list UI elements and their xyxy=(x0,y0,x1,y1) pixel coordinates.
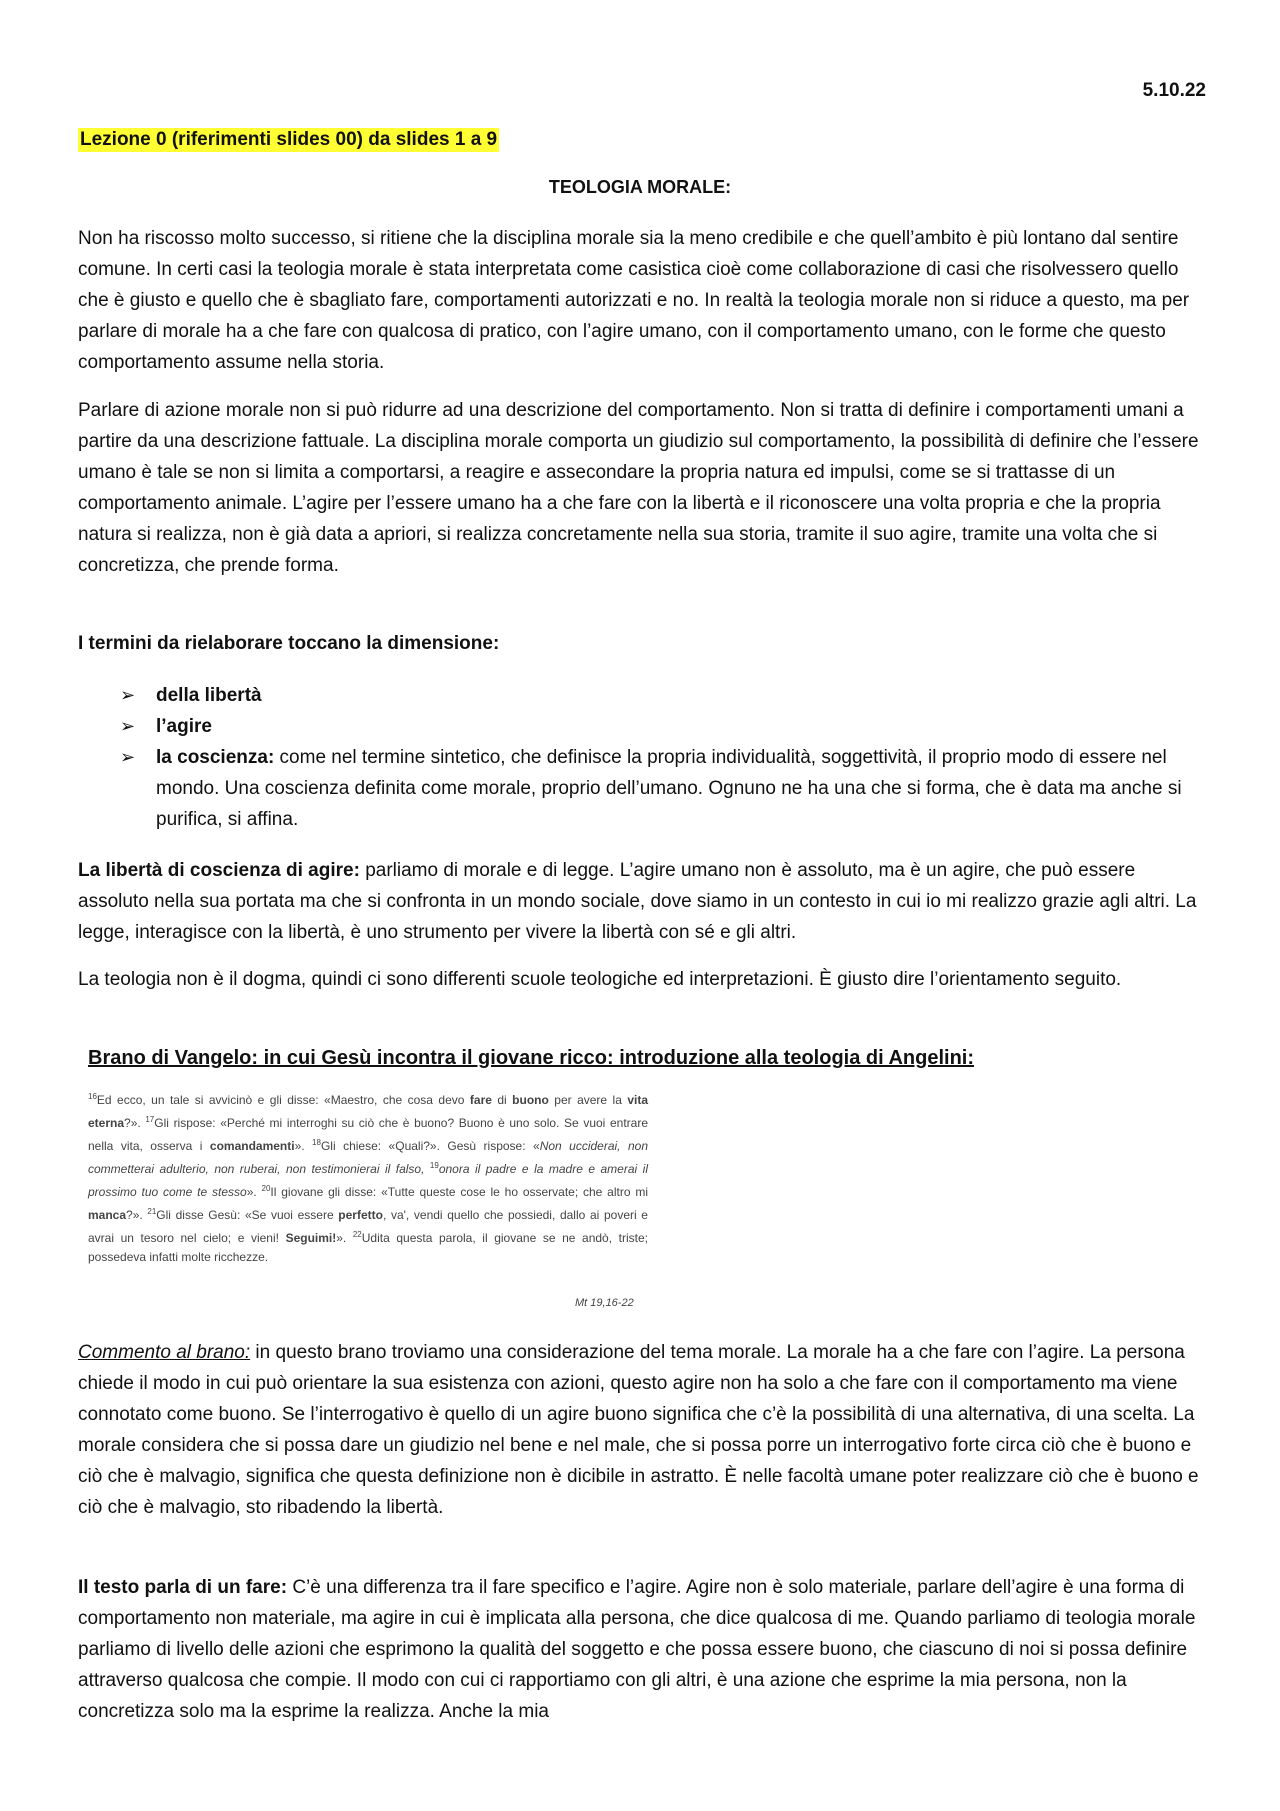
verse-emphasis: fare xyxy=(469,1093,492,1107)
arrow-bullet-icon: ➢ xyxy=(120,747,136,767)
paragraph-text: parliamo di morale e di legge. L’agire umano non è assoluto, ma è un agire, che può essere assoluto nella sua portata ma che si confronta in un mondo sociale, dove siamo in un contesto in cui io mi realizzo grazie agli altri. La legge, interagisce con la libertà, è uno strumento per vivere la libertà con sé e gli altri. xyxy=(78,860,1197,943)
verse-text: Gli rispose: «Perché mi interroghi su ciò che è buono? Buono è uno solo. Se vuoi entrare nella vita, osserva i xyxy=(88,1116,649,1153)
verse-text: Ed ecco, un tale si avvicinò e gli disse: «Maestro, che cosa devo xyxy=(96,1093,470,1107)
verse-emphasis: vita eterna xyxy=(88,1093,649,1130)
verse-text: Il giovane gli disse: «Tutte queste cose le ho osservate; che altro mi xyxy=(270,1185,649,1199)
verse-text: ». xyxy=(246,1185,262,1199)
verse-text: Gli chiese: «Quali?». Gesù rispose: « xyxy=(320,1139,540,1153)
verse-number: 20 xyxy=(261,1184,271,1193)
verse-text: Gli disse Gesù: «Se vuoi essere xyxy=(156,1208,339,1222)
gospel-passage-image xyxy=(88,1087,648,1267)
terms-list xyxy=(78,680,1206,835)
document-date: 5.10.22 xyxy=(1142,80,1206,101)
verse-italic: onora il padre e la madre e amerai il prossimo tuo come te stesso xyxy=(88,1162,648,1199)
list-item xyxy=(78,680,1206,711)
verse-number: 21 xyxy=(147,1207,157,1216)
paragraph-lead: Commento al brano: xyxy=(78,1342,251,1363)
verse-text: , va', vendi quello che possiedi, dallo ai poveri e avrai un tesoro nel cielo; e vieni! xyxy=(88,1208,648,1245)
paragraph-commento xyxy=(78,1337,1206,1523)
terms-heading: I termini da rielaborare toccano la dimensione: xyxy=(78,633,500,654)
arrow-bullet-icon: ➢ xyxy=(120,685,136,705)
paragraph-text: in questo brano troviamo una considerazione del tema morale. La morale ha a che fare con l’agire. La persona chiede il modo in cui può orientare la sua esistenza con azioni, questo agire non ha solo a che fare con il comportamento ma viene connotato come buono. Se l’interrogativo è quello di un agire buono significa che c’è la possibilità di una alternativa, di una scelta. La morale considera che si possa dare un giudizio nel bene e nel male, che si possa porre un interrogativo forte circa ciò che è buono e ciò che è malvagio, significa che questa definizione non è dicibile in astratto. È nelle facoltà umane poter realizzare ciò che è buono e ciò che è malvagio, sto ribadendo la libertà. xyxy=(78,1342,1199,1518)
paragraph-fare xyxy=(78,1572,1206,1727)
verse-text: di xyxy=(491,1093,513,1107)
paragraph-azione-morale: Parlare di azione morale non si può ridurre ad una descrizione del comportamento. Non si tratta di definire i comportamenti umani a partire da una descrizione fattuale. La disciplina morale comporta un giudizio sul comportamento, la possibilità di definire che l’essere umano è tale se non si limita a comportarsi, a reagire e assecondare la propria natura ed impulsi, come se si trattasse di un comportamento animale. L’agire per l’essere umano ha a che fare con la libertà e il riconoscere una volta propria e che la propria natura si realizza, non è già data a apriori, si realizza concretamente nella sua storia, tramite il suo agire, tramite una volta che si concretizza, che prende forma. xyxy=(78,400,1199,576)
list-item xyxy=(78,711,1206,742)
page-title: TEOLOGIA MORALE: xyxy=(548,177,732,197)
paragraph-lead: La libertà di coscienza di agire: xyxy=(78,860,360,881)
paragraph-teologia-dogma: La teologia non è il dogma, quindi ci sono differenti scuole teologiche ed interpretazioni. È giusto dire l’orientamento seguito. xyxy=(78,969,1122,990)
paragraph-liberta-coscienza xyxy=(78,855,1206,948)
paragraph-lead: Il testo parla di un fare: xyxy=(78,1577,288,1598)
verse-text: ?». xyxy=(126,1208,148,1222)
verse-emphasis: manca xyxy=(88,1208,127,1222)
verse-emphasis: perfetto xyxy=(338,1208,383,1222)
gospel-heading: Brano di Vangelo: in cui Gesù incontra il giovane ricco: introduzione alla teologia di Angelini: xyxy=(88,1047,975,1069)
verse-number: 22 xyxy=(352,1230,362,1239)
paragraph-text: C’è una differenza tra il fare specifico e l’agire. Agire non è solo materiale, parlare dell’agire è una forma di comportamento non materiale, ma agire in cui è implicata alla persona, che dice qualcosa di me. Quando parliamo di teologia morale parliamo di livello delle azioni che esprimono la qualità del soggetto e che possa essere buono, che ciascuno di noi si possa definire attraverso qualcosa che compie. Il modo con cui ci rapportiamo con gli altri, è una azione che esprime la mia persona, non la concretizza solo ma la esprime la realizza. Anche la mia xyxy=(78,1577,1196,1722)
term-label: l’agire xyxy=(156,716,212,737)
verse-number: 17 xyxy=(145,1115,155,1124)
verse-number: 16 xyxy=(88,1092,97,1101)
verse-text: ». xyxy=(336,1231,353,1245)
verse-number: 18 xyxy=(312,1138,321,1147)
lesson-heading: Lezione 0 (riferimenti slides 00) da slides 1 a 9 xyxy=(80,129,498,150)
term-label: della libertà xyxy=(156,685,262,706)
verse-italic: Non ucciderai, non commetterai adulterio, non ruberai, non testimonierai il falso, xyxy=(88,1139,648,1176)
verse-text: ?». xyxy=(124,1116,146,1130)
verse-emphasis: buono xyxy=(512,1093,549,1107)
term-label: la coscienza: xyxy=(156,747,275,768)
verse-emphasis: comandamenti xyxy=(209,1139,295,1153)
list-item xyxy=(78,742,1206,835)
verse-text: per avere la xyxy=(548,1093,628,1107)
verse-number: 19 xyxy=(429,1161,439,1170)
verse-text: Udita questa parola, il giovane se ne andò, triste; possedeva infatti molte ricchezze. xyxy=(88,1231,648,1264)
term-text: come nel termine sintetico, che definisce la propria individualità, soggettività, il proprio modo di essere nel mondo. Una coscienza definita come morale, proprio dell’umano. Ognuno ne ha una che si forma, che è data ma anche si purifica, si affina. xyxy=(156,747,1182,830)
verse-emphasis: Seguimi! xyxy=(285,1231,337,1245)
arrow-bullet-icon: ➢ xyxy=(120,716,136,736)
paragraph-intro: Non ha riscosso molto successo, si ritiene che la disciplina morale sia la meno credibile e che quell’ambito è più lontano dal sentire comune. In certi casi la teologia morale è stata interpretata come casistica cioè come collaborazione di casi che risolvessero quello che è giusto e quello che è sbagliato fare, comportamenti autorizzati e no. In realtà la teologia morale non si riduce a questo, ma per parlare di morale ha a che fare con qualcosa di pratico, con l’agire umano, con il comportamento umano, con le forme che questo comportamento assume nella storia. xyxy=(78,228,1190,373)
verse-text: ». xyxy=(294,1139,313,1153)
gospel-reference: Mt 19,16-22 xyxy=(575,1297,634,1309)
